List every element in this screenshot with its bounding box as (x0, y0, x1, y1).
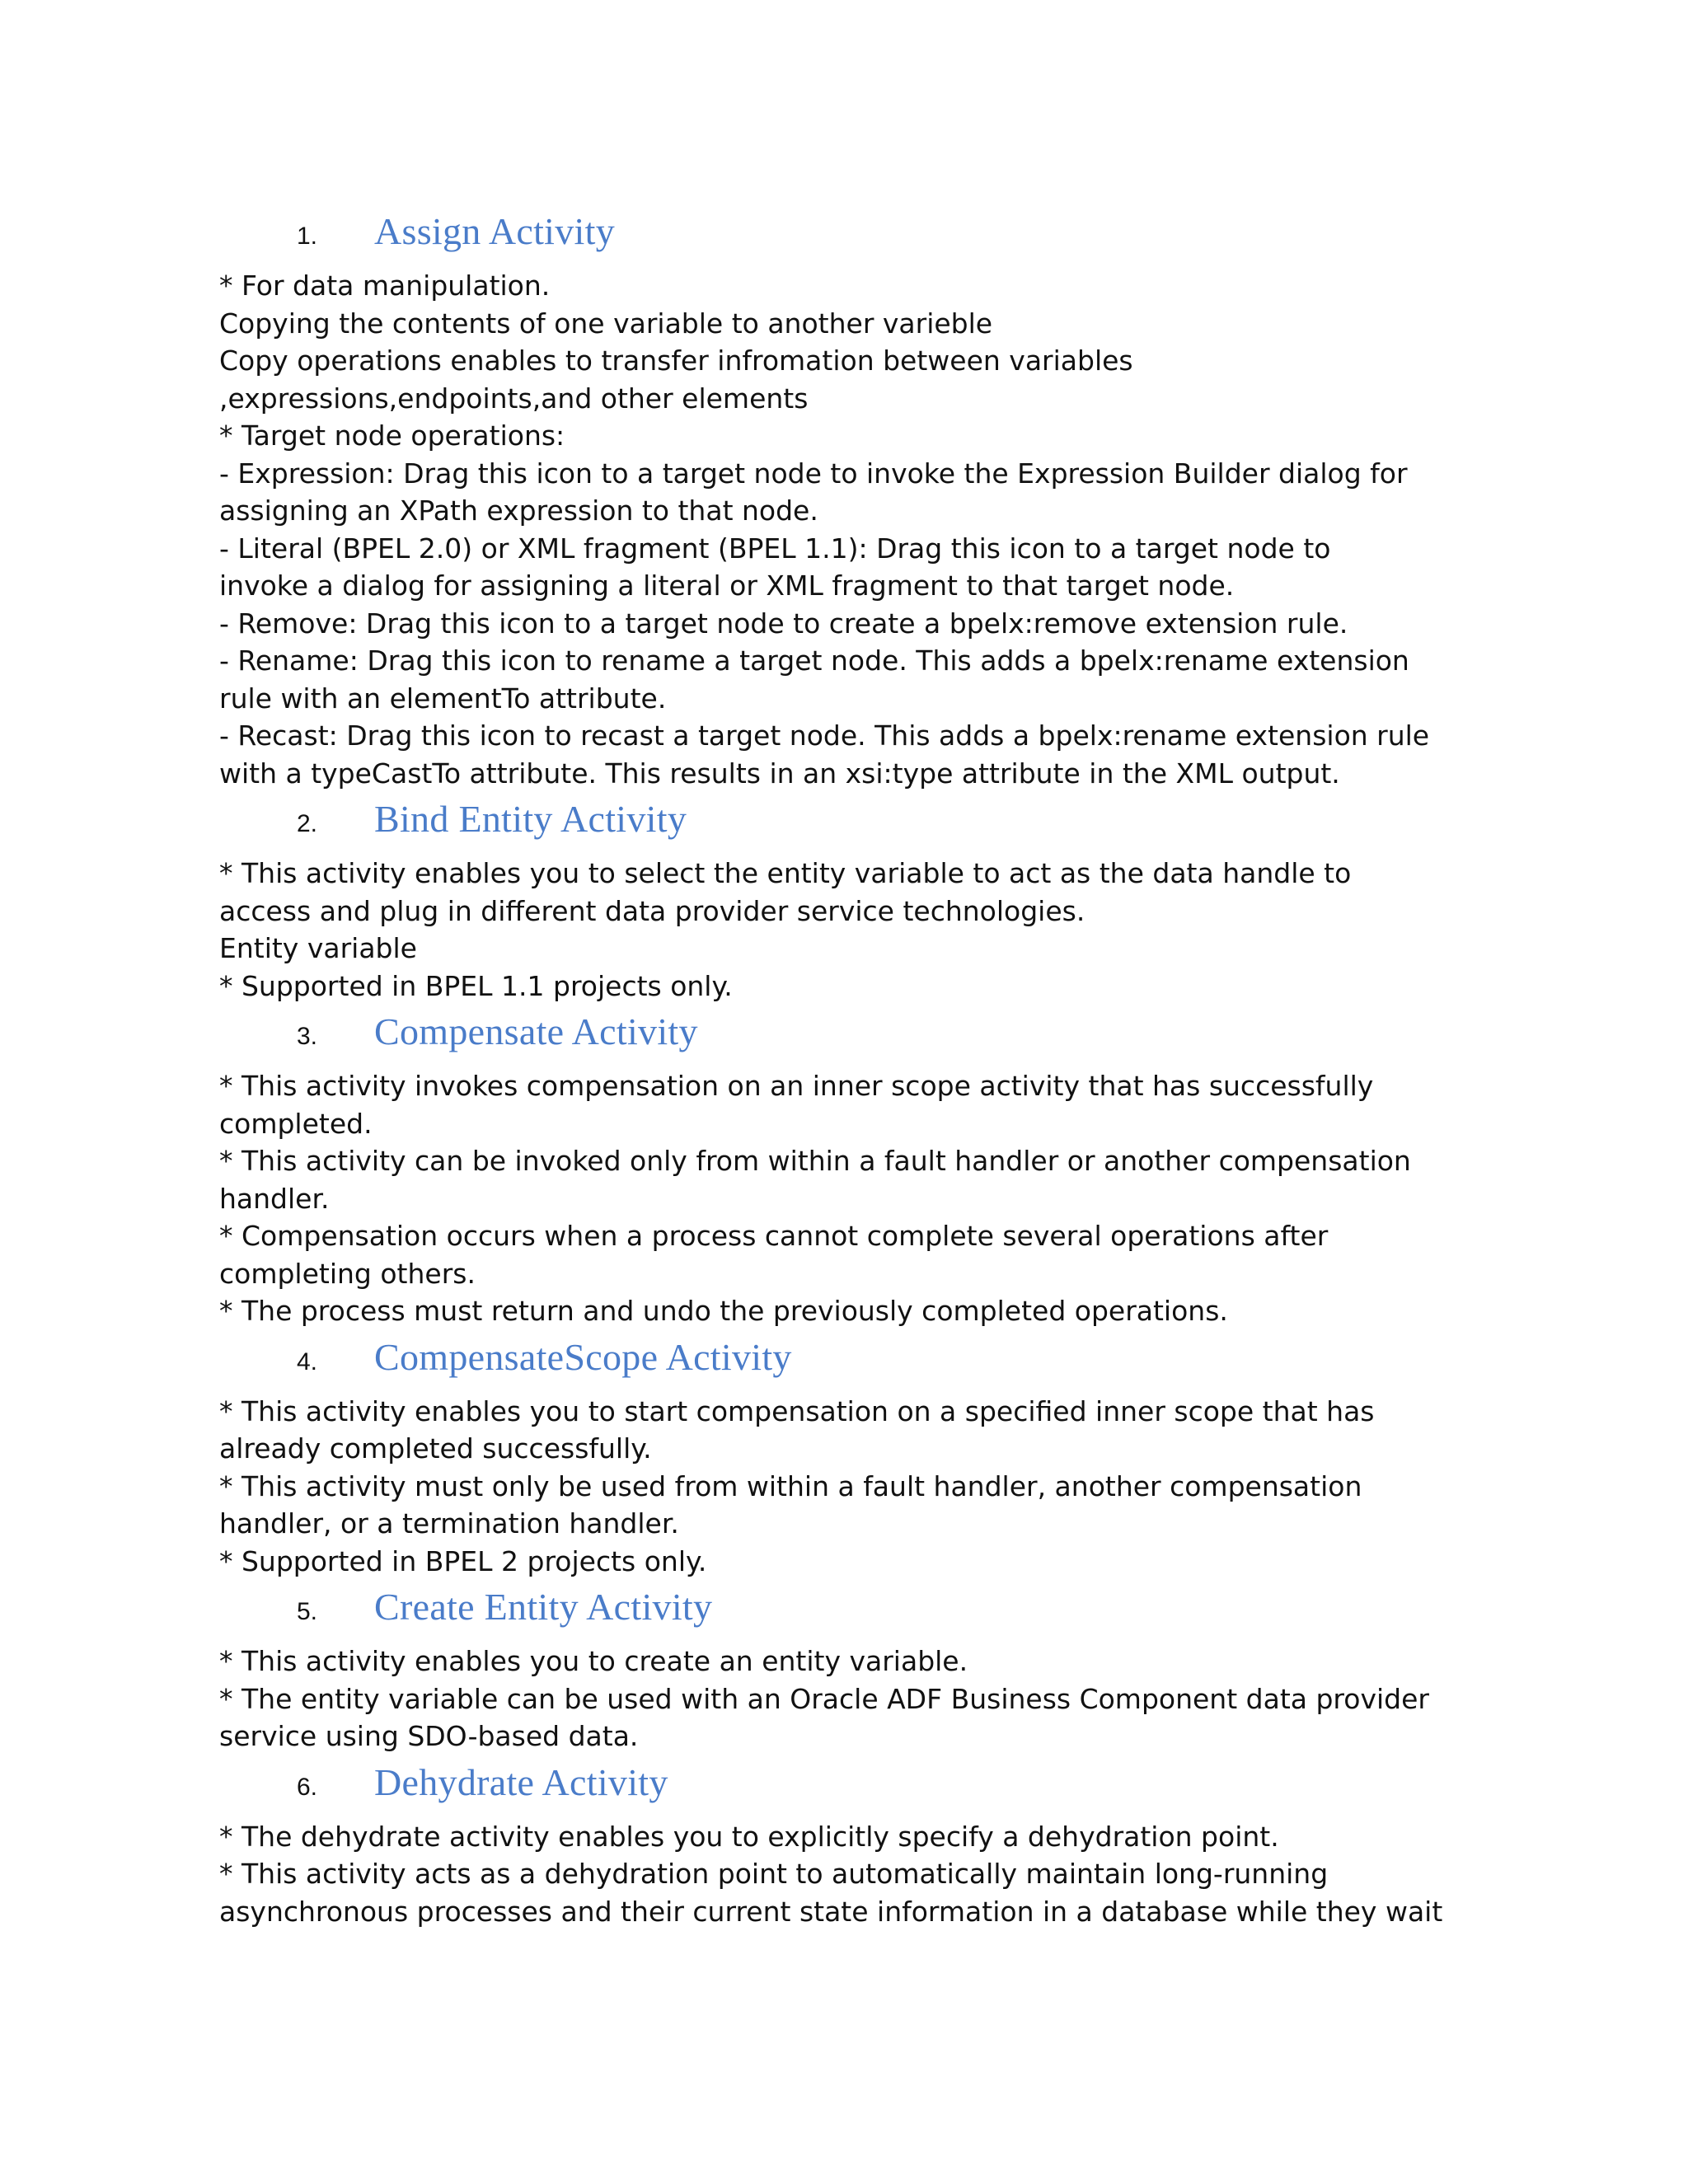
section-body (219, 1643, 1489, 1755)
body-line: * Target node operations: (219, 419, 565, 452)
section-body (219, 855, 1489, 1005)
body-line: * The process must return and undo the previously completed operations. (219, 1295, 1228, 1327)
section-heading (219, 1580, 1489, 1643)
section-heading (219, 792, 1489, 855)
section-body (219, 1393, 1489, 1581)
body-line: Copy operations enables to transfer infromation between variables (219, 344, 1133, 377)
body-line: rule with an elementTo attribute. (219, 682, 667, 715)
section-2 (219, 792, 1489, 1005)
body-line: * This activity enables you to select the entity variable to act as the data handle to (219, 857, 1352, 889)
section-4 (219, 1330, 1489, 1581)
section-number: 3. (297, 1023, 318, 1050)
body-line: - Rename: Drag this icon to rename a target node. This adds a bpelx:rename extension (219, 644, 1409, 677)
section-1 (219, 204, 1489, 792)
section-3 (219, 1005, 1489, 1330)
body-line: * This activity enables you to start compensation on a specified inner scope that has (219, 1394, 1375, 1427)
body-line: - Remove: Drag this icon to a target node to create a bpelx:remove extension rule. (219, 607, 1348, 640)
section-title: Bind Entity Activity (374, 798, 687, 840)
body-line: * This activity acts as a dehydration point to automatically maintain long-running (219, 1858, 1329, 1890)
section-heading (219, 204, 1489, 267)
body-line: * Supported in BPEL 1.1 projects only. (219, 969, 733, 1002)
body-line: assigning an XPath expression to that node. (219, 494, 818, 527)
body-line: * The dehydrate activity enables you to explicitly specify a dehydration point. (219, 1820, 1279, 1853)
section-title: Compensate Activity (374, 1010, 698, 1052)
body-line: * This activity can be invoked only from within a fault handler or another compensation (219, 1145, 1411, 1177)
body-line: Entity variable (219, 932, 417, 964)
section-number: 1. (297, 223, 318, 250)
section-number: 4. (297, 1347, 318, 1376)
section-6 (219, 1755, 1489, 1931)
body-line: ,expressions,endpoints,and other elements (219, 382, 809, 415)
body-line: * The entity variable can be used with an Oracle ADF Business Component data provider (219, 1682, 1429, 1715)
body-line: completing others. (219, 1257, 476, 1290)
section-heading (219, 1330, 1489, 1393)
body-line: - Literal (BPEL 2.0) or XML fragment (BPEL 1.1): Drag this icon to a target node to (219, 532, 1331, 565)
section-heading (219, 1755, 1489, 1818)
body-line: service using SDO-based data. (219, 1720, 639, 1752)
body-line: handler, or a termination handler. (219, 1507, 679, 1540)
body-line: already completed successfully. (219, 1432, 652, 1465)
section-title: CompensateScope Activity (374, 1335, 792, 1378)
body-line: * Compensation occurs when a process cannot complete several operations after (219, 1220, 1329, 1252)
section-number: 2. (297, 810, 318, 837)
section-body (219, 1067, 1489, 1330)
body-line: handler. (219, 1182, 330, 1215)
section-number: 6. (297, 1773, 318, 1801)
body-line: * Supported in BPEL 2 projects only. (219, 1544, 707, 1577)
body-line: * This activity enables you to create an entity variable. (219, 1645, 968, 1677)
body-line: * This activity invokes compensation on an inner scope activity that has successfully (219, 1070, 1374, 1102)
section-title: Dehydrate Activity (374, 1760, 668, 1803)
body-line: access and plug in different data provider service technologies. (219, 894, 1085, 927)
body-line: asynchronous processes and their current state information in a database while they wait (219, 1895, 1443, 1928)
section-5 (219, 1580, 1489, 1755)
body-line: invoke a dialog for assigning a literal or XML fragment to that target node. (219, 569, 1235, 602)
body-line: * For data manipulation. (219, 269, 551, 302)
body-line: * This activity must only be used from within a fault handler, another compensation (219, 1469, 1362, 1502)
section-title: Assign Activity (374, 210, 616, 252)
body-line: with a typeCastTo attribute. This results in an xsi:type attribute in the XML output. (219, 757, 1340, 790)
section-heading (219, 1005, 1489, 1067)
section-number: 5. (297, 1598, 318, 1625)
body-line: - Expression: Drag this icon to a target node to invoke the Expression Builder dialog for (219, 457, 1408, 490)
section-title: Create Entity Activity (374, 1586, 713, 1628)
document-page (219, 204, 1489, 1930)
body-line: - Recast: Drag this icon to recast a target node. This adds a bpelx:rename extension rule (219, 719, 1430, 752)
body-line: Copying the contents of one variable to another varieble (219, 307, 993, 340)
section-body (219, 1818, 1489, 1931)
body-line: completed. (219, 1107, 373, 1140)
section-body (219, 267, 1489, 792)
